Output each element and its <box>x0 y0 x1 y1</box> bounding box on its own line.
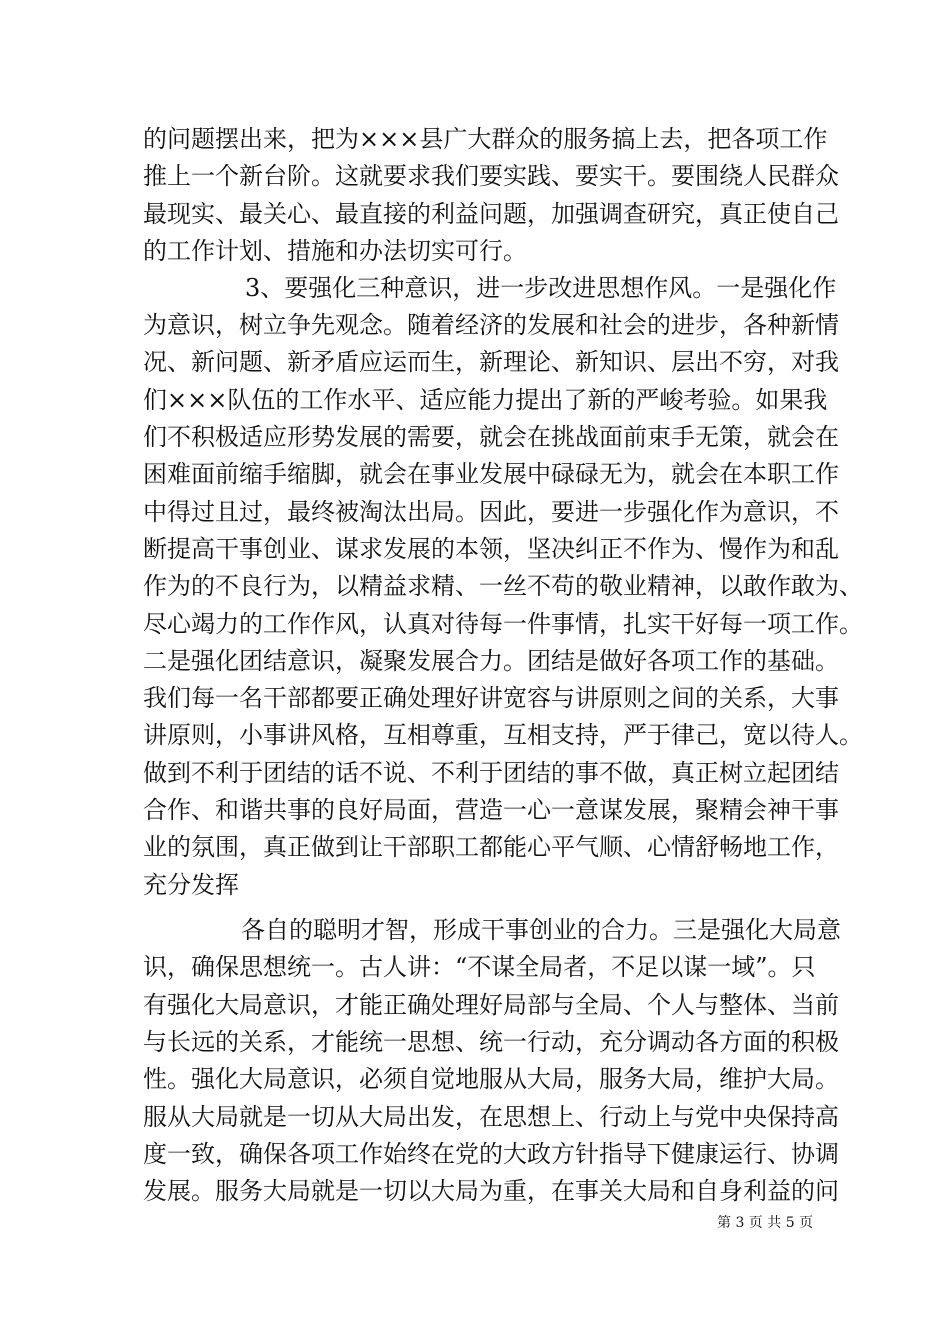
text-line: 为意识，树立争先观念。随着经济的发展和社会的进步，各种新情 <box>143 311 839 339</box>
text-line: 作为的不良行为，以精益求精、一丝不苟的敬业精神，以敢作敢为、 <box>143 572 863 600</box>
text-line: 的问题摆出来，把为×××县广大群众的服务搞上去，把各项工作 <box>143 125 828 153</box>
text-line: 断提高干事创业、谋求发展的本领，坚决纠正不作为、慢作为和乱 <box>143 535 839 563</box>
text-line: 讲原则，小事讲风格，互相尊重，互相支持，严于律己，宽以待人。 <box>143 721 863 749</box>
text-line: 合作、和谐共事的良好局面，营造一心一意谋发展，聚精会神干事 <box>143 796 839 824</box>
text-line: 充分发挥 <box>143 871 239 899</box>
text-line: 与长远的关系，才能统一思想、统一行动，充分调动各方面的积极 <box>143 1028 839 1056</box>
text-line: 做到不利于团结的话不说、不利于团结的事不做，真正树立起团结 <box>143 759 839 787</box>
text-line: 最现实、最关心、最直接的利益问题，加强调查研究，真正使自己 <box>143 200 839 228</box>
text-line: 性。强化大局意识，必须自觉地服从大局，服务大局，维护大局。 <box>143 1065 839 1093</box>
text-line: 业的氛围，真正做到让干部职工都能心平气顺、心情舒畅地工作， <box>143 833 839 861</box>
text-line: 尽心竭力的工作作风，认真对待每一件事情，扎实干好每一项工作。 <box>143 610 863 638</box>
text-line: 有强化大局意识，才能正确处理好局部与全局、个人与整体、当前 <box>143 991 839 1019</box>
text-line: 度一致，确保各项工作始终在党的大政方针指导下健康运行、协调 <box>143 1140 839 1168</box>
paragraph-start-line: 各自的聪明才智，形成干事创业的合力。三是强化大局意 <box>241 916 841 944</box>
text-line: 识，确保思想统一。古人讲：“不谋全局者，不足以谋一域”。只 <box>143 953 816 981</box>
text-line: 困难面前缩手缩脚，就会在事业发展中碌碌无为，就会在本职工作 <box>143 460 839 488</box>
text-line: 二是强化团结意识，凝聚发展合力。团结是做好各项工作的基础。 <box>143 647 839 675</box>
page-number-footer: 第 3 页 共 5 页 <box>717 1215 814 1231</box>
text-line: 中得过且过，最终被淘汰出局。因此，要进一步强化作为意识，不 <box>143 498 839 526</box>
text-line: 况、新问题、新矛盾应运而生，新理论、新知识、层出不穷，对我 <box>143 348 839 376</box>
text-line: 我们每一名干部都要正确处理好讲宽容与讲原则之间的关系，大事 <box>143 684 839 712</box>
text-line: 们×××队伍的工作水平、适应能力提出了新的严峻考验。如果我 <box>143 386 828 414</box>
text-line: 服从大局就是一切从大局出发，在思想上、行动上与党中央保持高 <box>143 1103 839 1131</box>
text-line: 们不积极适应形势发展的需要，就会在挑战面前束手无策，就会在 <box>143 423 839 451</box>
text-line: 的工作计划、措施和办法切实可行。 <box>143 237 527 265</box>
text-line: 发展。服务大局就是一切以大局为重，在事关大局和自身利益的问 <box>143 1177 839 1205</box>
text-line: 推上一个新台阶。这就要求我们要实践、要实干。要围绕人民群众 <box>143 162 839 190</box>
paragraph-start-line: 3、要强化三种意识，进一步改进思想作风。一是强化作 <box>245 274 837 302</box>
